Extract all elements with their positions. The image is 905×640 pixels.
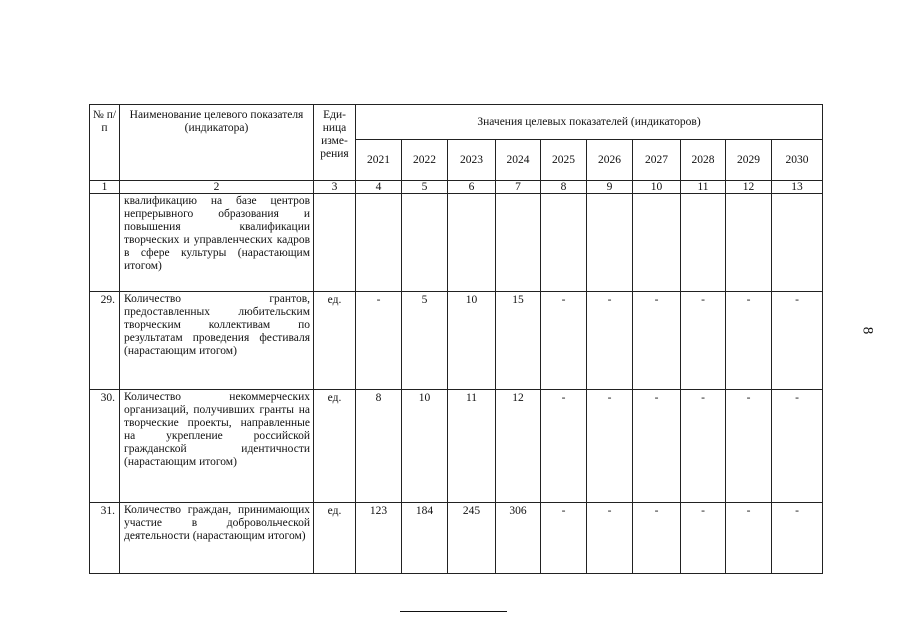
value-cell: 11 — [448, 390, 496, 503]
value-cell: - — [633, 503, 681, 574]
column-number: 12 — [726, 181, 772, 194]
column-number-row — [90, 181, 823, 194]
value-cell: - — [681, 292, 726, 390]
header-year: 2023 — [448, 140, 496, 181]
header-year: 2022 — [402, 140, 448, 181]
row-number: 29. — [90, 292, 120, 390]
value-cell: - — [356, 292, 402, 390]
row-number — [90, 194, 120, 292]
value-cell: - — [681, 390, 726, 503]
indicator-name: Количество некоммерческих организаций, получивших гранты на творческие проекты, направленные на укрепление российской гражданской идентичности (нарастающим итогом) — [120, 390, 314, 503]
value-cell: 10 — [402, 390, 448, 503]
footer-divider — [400, 611, 507, 612]
value-cell: - — [541, 390, 587, 503]
column-number: 7 — [496, 181, 541, 194]
indicator-name: Количество грантов, предоставленных любительским творческим коллективам по результатам проведения фестиваля (нарастающим итогом) — [120, 292, 314, 390]
value-cell: 15 — [496, 292, 541, 390]
column-number: 9 — [587, 181, 633, 194]
unit-cell: ед. — [314, 503, 356, 574]
value-cell: 123 — [356, 503, 402, 574]
value-cell: - — [726, 503, 772, 574]
table-row — [90, 503, 823, 574]
header-values-group: Значения целевых показателей (индикаторов) — [356, 105, 823, 140]
value-cell: - — [681, 503, 726, 574]
header-year: 2030 — [772, 140, 823, 181]
row-number: 30. — [90, 390, 120, 503]
value-cell: - — [541, 292, 587, 390]
header-year: 2026 — [587, 140, 633, 181]
header-year: 2027 — [633, 140, 681, 181]
value-cell: 245 — [448, 503, 496, 574]
header-year: 2024 — [496, 140, 541, 181]
column-number: 8 — [541, 181, 587, 194]
value-cell: 5 — [402, 292, 448, 390]
indicator-name: квалификацию на базе центров непрерывного образования и повышения квалификации творческих и управленческих кадров в сфере культуры (нарастающим итогом) — [120, 194, 314, 292]
value-cell — [633, 194, 681, 292]
value-cell: - — [587, 390, 633, 503]
value-cell: - — [772, 503, 823, 574]
value-cell: - — [587, 503, 633, 574]
unit-cell: ед. — [314, 292, 356, 390]
column-number: 11 — [681, 181, 726, 194]
column-number: 3 — [314, 181, 356, 194]
unit-cell: ед. — [314, 390, 356, 503]
value-cell — [772, 194, 823, 292]
value-cell: - — [541, 503, 587, 574]
header-name: Наименование целевого показателя (индикатора) — [120, 105, 314, 181]
value-cell: - — [633, 292, 681, 390]
header-year: 2028 — [681, 140, 726, 181]
table-row — [90, 292, 823, 390]
unit-cell — [314, 194, 356, 292]
table-row — [90, 194, 823, 292]
header-year: 2029 — [726, 140, 772, 181]
header-row-top — [90, 105, 823, 140]
value-cell: - — [726, 292, 772, 390]
column-number: 2 — [120, 181, 314, 194]
value-cell — [726, 194, 772, 292]
indicator-name: Количество граждан, принимающих участие в добровольческой деятельности (нарастающим итогом) — [120, 503, 314, 574]
value-cell: 8 — [356, 390, 402, 503]
page-number: 8 — [859, 326, 876, 335]
table-row — [90, 390, 823, 503]
column-number: 4 — [356, 181, 402, 194]
value-cell: 12 — [496, 390, 541, 503]
value-cell: - — [587, 292, 633, 390]
value-cell — [356, 194, 402, 292]
value-cell: - — [633, 390, 681, 503]
value-cell — [681, 194, 726, 292]
value-cell: 184 — [402, 503, 448, 574]
value-cell: - — [772, 292, 823, 390]
header-num: № п/п — [90, 105, 120, 181]
indicators-table — [89, 104, 823, 574]
value-cell: - — [726, 390, 772, 503]
value-cell: 306 — [496, 503, 541, 574]
column-number: 1 — [90, 181, 120, 194]
column-number: 10 — [633, 181, 681, 194]
value-cell — [496, 194, 541, 292]
value-cell — [402, 194, 448, 292]
header-unit: Еди-ница изме-рения — [314, 105, 356, 181]
value-cell: 10 — [448, 292, 496, 390]
column-number: 13 — [772, 181, 823, 194]
header-year: 2025 — [541, 140, 587, 181]
value-cell — [587, 194, 633, 292]
row-number: 31. — [90, 503, 120, 574]
column-number: 5 — [402, 181, 448, 194]
value-cell — [448, 194, 496, 292]
header-year: 2021 — [356, 140, 402, 181]
value-cell — [541, 194, 587, 292]
column-number: 6 — [448, 181, 496, 194]
value-cell: - — [772, 390, 823, 503]
